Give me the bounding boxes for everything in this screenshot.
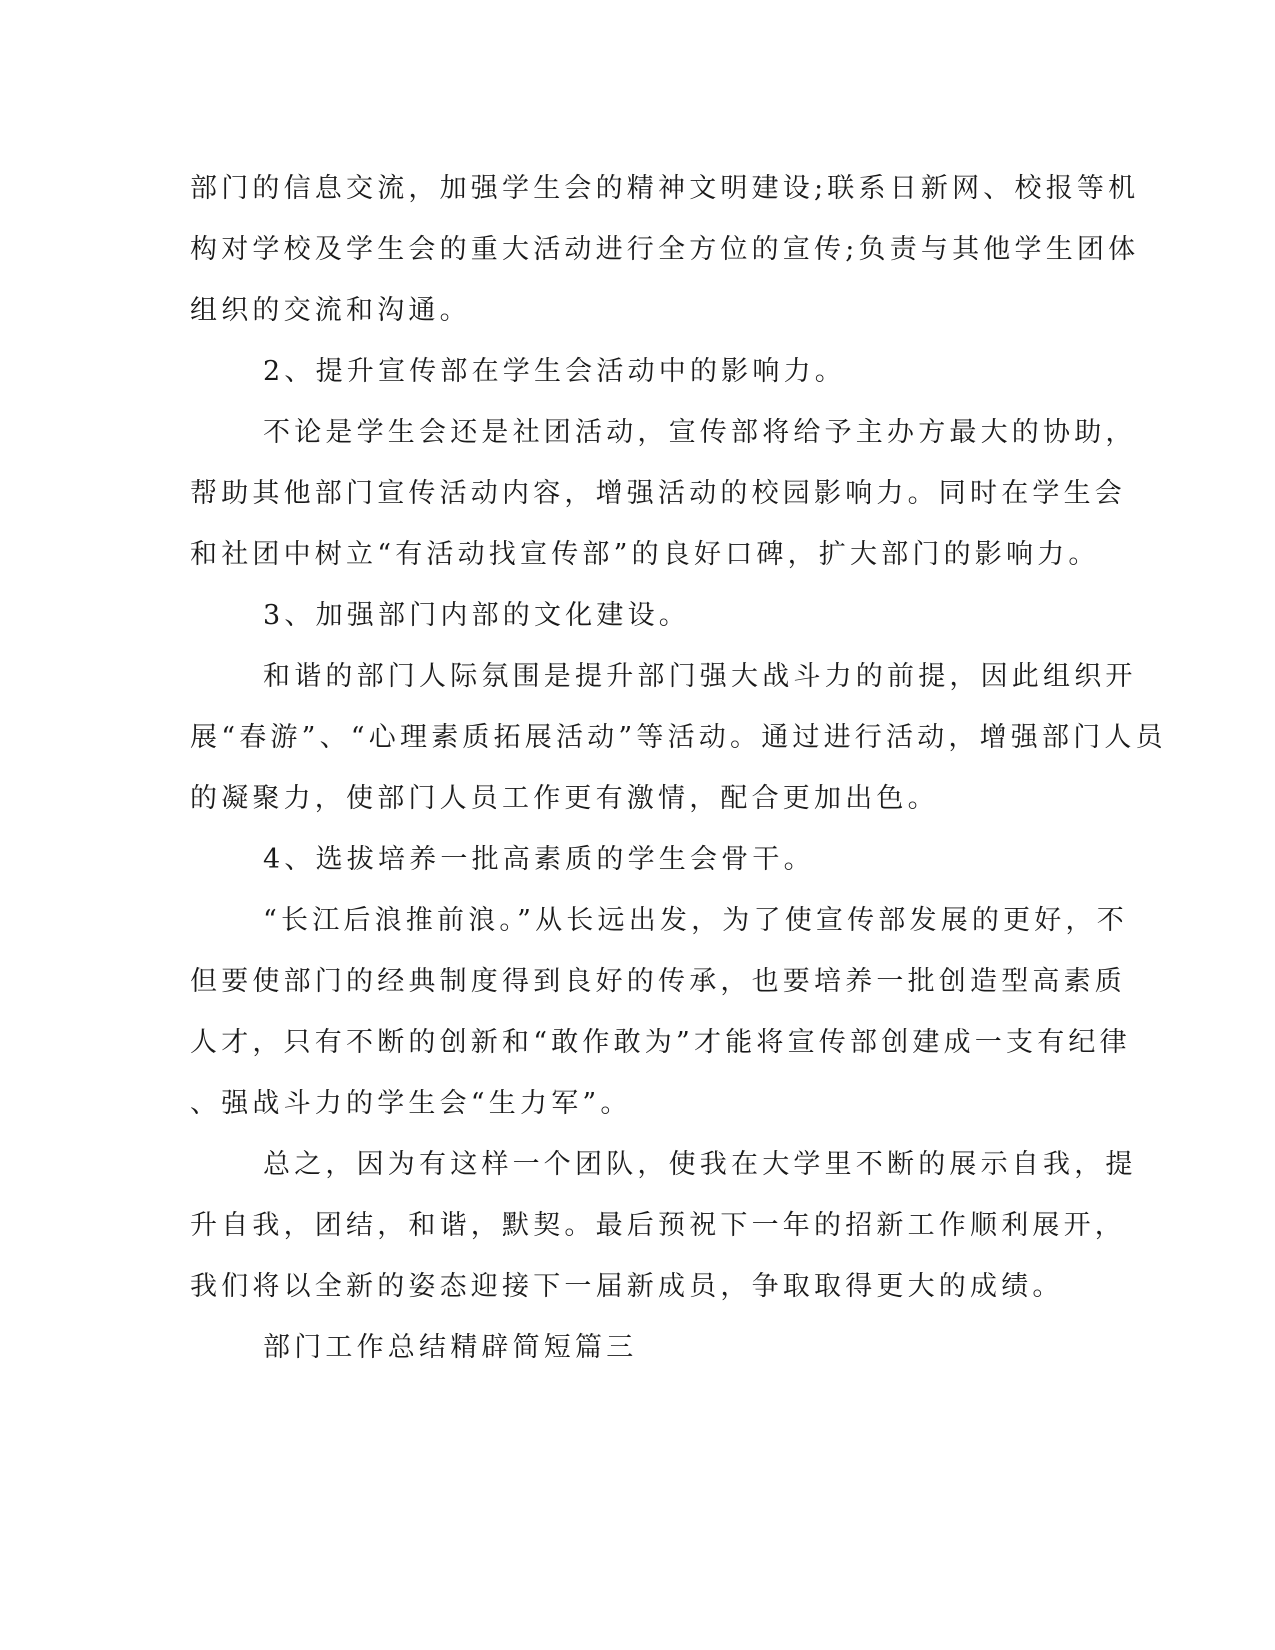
text-line: 但要使部门的经典制度得到良好的传承，也要培养一批创造型高素质 (190, 966, 1126, 997)
text-line: 的凝聚力，使部门人员工作更有激情，配合更加出色。 (190, 783, 939, 814)
document-body (190, 158, 1167, 1378)
text-line: 和社团中树立“有活动找宣传部”的良好口碑，扩大部门的影响力。 (190, 539, 1100, 570)
section-title: 部门工作总结精辟简短篇三 (263, 1332, 638, 1363)
text-line: 和谐的部门人际氛围是提升部门强大战斗力的前提，因此组织开 (263, 661, 1137, 692)
text-line: 总之，因为有这样一个团队，使我在大学里不断的展示自我，提 (263, 1149, 1137, 1180)
text-line: 人才，只有不断的创新和“敢作敢为”才能将宣传部创建成一支有纪律 (190, 1027, 1131, 1058)
text-line: “长江后浪推前浪。”从长远出发，为了使宣传部发展的更好，不 (263, 905, 1128, 936)
text-line: 我们将以全新的姿态迎接下一届新成员，争取取得更大的成绩。 (190, 1271, 1064, 1302)
section-heading: 4、选拔培养一批高素质的学生会骨干。 (263, 844, 815, 875)
text-line: 组织的交流和沟通。 (190, 295, 471, 326)
text-line: 不论是学生会还是社团活动，宣传部将给予主办方最大的协助， (263, 417, 1137, 448)
text-line: 帮助其他部门宣传活动内容，增强活动的校园影响力。同时在学生会 (190, 478, 1126, 509)
text-line: 展“春游”、“心理素质拓展活动”等活动。通过进行活动，增强部门人员 (190, 722, 1167, 753)
text-line: 构对学校及学生会的重大活动进行全方位的宣传;负责与其他学生团体 (190, 234, 1140, 265)
text-line: 部门的信息交流，加强学生会的精神文明建设;联系日新网、校报等机 (190, 173, 1140, 204)
section-heading: 2、提升宣传部在学生会活动中的影响力。 (263, 356, 846, 387)
text-line: 、强战斗力的学生会“生力军”。 (190, 1088, 632, 1119)
section-heading: 3、加强部门内部的文化建设。 (263, 600, 690, 631)
text-line: 升自我，团结，和谐，默契。最后预祝下一年的招新工作顺利展开， (190, 1210, 1126, 1241)
